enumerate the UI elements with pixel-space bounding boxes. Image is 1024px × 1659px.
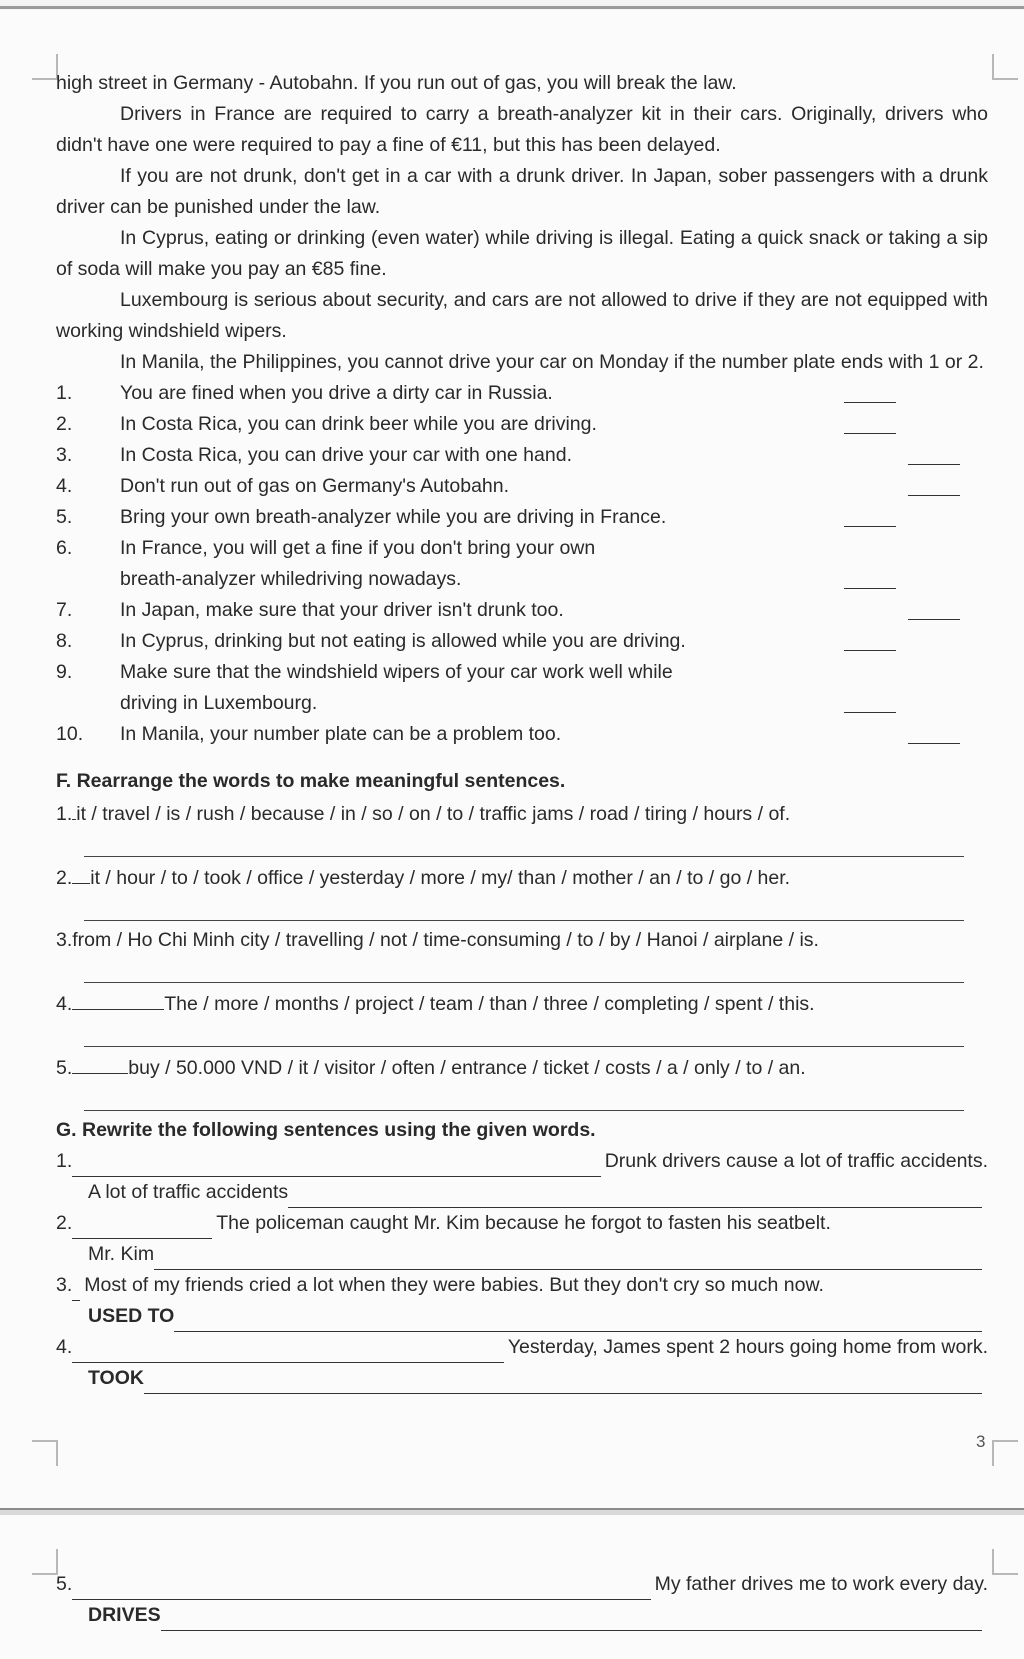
statement-number: 2. [56,413,73,435]
statement-text-line: In France, you will get a fine if you don't bring your own [120,537,596,559]
statement-row [56,626,988,657]
answer-blank[interactable] [844,378,896,403]
answer-line[interactable] [84,1020,964,1047]
rewrite-start: A lot of traffic accidents [88,1181,289,1203]
worksheet-content-next [56,1569,988,1631]
statement-text-line: breath-analyzer whiledriving nowadays. [120,568,462,590]
statement-row [56,533,988,595]
answer-blank[interactable] [844,409,896,434]
rewrite-item [56,1332,988,1363]
rewrite-sentence: Drunk drivers cause a lot of traffic accidents. [604,1150,988,1172]
rewrite-answer[interactable] [56,1600,988,1631]
statement-text-line: driving in Luxembourg. [120,692,318,714]
page-divider [0,1508,1024,1515]
rewrite-number: 3. [56,1274,73,1296]
rearrange-number: 4. [56,993,73,1015]
statement-row [56,471,988,502]
rearrange-number: 3. [56,929,73,951]
section-f-heading: F. Rearrange the words to make meaningful sentences. [56,770,566,792]
rewrite-item [56,1270,988,1301]
worksheet-content [56,68,988,1394]
answer-blank[interactable] [908,595,960,620]
statement-number: 8. [56,630,73,652]
crop-mark [992,1549,1018,1575]
statement-row [56,595,988,626]
rewrite-start: DRIVES [88,1604,161,1626]
rewrite-item [56,1569,988,1600]
rewrite-number: 1. [56,1150,73,1172]
section-g-heading: G. Rewrite the following sentences using the given words. [56,1119,596,1141]
rewrite-number: 4. [56,1336,73,1358]
crop-mark [992,1440,1018,1466]
rewrite-answer[interactable] [56,1177,988,1208]
statement-row [56,657,988,719]
statement-row [56,378,988,409]
statement-text: In Cyprus, drinking but not eating is allowed while you are driving. [120,630,686,652]
crop-mark [992,54,1018,80]
answer-blank[interactable] [908,719,960,744]
statement-row [56,502,988,533]
reading-line: high street in Germany - Autobahn. If you run out of gas, you will break the law. [56,72,737,94]
rearrange-words: buy / 50.000 VND / it / visitor / often / entrance / ticket / costs / a / only / to / an. [128,1057,806,1079]
worksheet-page-next [0,1515,1024,1659]
rearrange-item [56,797,988,830]
answer-blank[interactable] [844,502,896,527]
rearrange-words: it / travel / is / rush / because / in / so / on / to / traffic jams / road / tiring / hours / of. [76,803,791,825]
true-false-list [56,378,988,750]
answer-blank[interactable] [908,440,960,465]
statement-text: Don't run out of gas on Germany's Autobahn. [120,475,510,497]
rearrange-words: it / hour / to / took / office / yesterday / more / my/ than / mother / an / to / go / her. [90,867,791,889]
page-number: 3 [976,1432,986,1451]
answer-line[interactable] [84,894,964,921]
statement-row [56,440,988,471]
rewrite-answer[interactable] [56,1301,988,1332]
rearrange-item [56,1051,988,1084]
statement-text: Bring your own breath-analyzer while you are driving in France. [120,506,667,528]
rewrite-sentence: My father drives me to work every day. [654,1573,988,1595]
statement-row [56,719,988,750]
rearrange-number: 5. [56,1057,73,1079]
rewrite-item [56,1146,988,1177]
reading-paragraph: In Manila, the Philippines, you cannot drive your car on Monday if the number plate ends with 1 or 2. [120,351,984,373]
reading-paragraph: In Cyprus, eating or drinking (even water) while driving is illegal. Eating a quick snack or taking a sip of soda will make you pay an €85 fine. [56,227,988,280]
answer-blank[interactable] [844,564,896,589]
reading-paragraph: Luxembourg is serious about security, and cars are not allowed to drive if they are not equipped with working windshield wipers. [56,289,988,342]
rearrange-words: The / more / months / project / team / than / three / completing / spent / this. [164,993,815,1015]
statement-text [120,657,840,719]
rewrite-sentence: Yesterday, James spent 2 hours going home from work. [507,1336,988,1358]
statement-number: 5. [56,506,73,528]
answer-blank[interactable] [844,688,896,713]
worksheet-page [0,10,1024,1508]
rewrite-sentence: Most of my friends cried a lot when they were babies. But they don't cry so much now. [84,1274,824,1296]
statement-number: 7. [56,599,73,621]
top-border [0,6,1024,9]
reading-paragraph: Drivers in France are required to carry a breath-analyzer kit in their cars. Originally, drivers who didn't have one were required to pay a fine of €11, but this has been delayed. [56,103,988,156]
rewrite-item [56,1208,988,1239]
statement-row [56,409,988,440]
statement-text [120,533,840,595]
rewrite-number: 2. [56,1212,73,1234]
rewrite-list [56,1146,988,1394]
rewrite-answer[interactable] [56,1239,988,1270]
statement-number: 6. [56,537,73,559]
rewrite-start: USED TO [88,1305,175,1327]
rearrange-item [56,925,988,956]
rewrite-answer[interactable] [56,1363,988,1394]
statement-number: 10. [56,723,84,745]
rewrite-start: TOOK [88,1367,144,1389]
crop-mark [32,1549,58,1575]
statement-text: In Manila, your number plate can be a problem too. [120,723,562,745]
statement-number: 3. [56,444,73,466]
rewrite-start: Mr. Kim [88,1243,155,1265]
statement-text: You are fined when you drive a dirty car in Russia. [120,382,553,404]
answer-blank[interactable] [908,471,960,496]
answer-line[interactable] [84,1084,964,1111]
statement-number: 1. [56,382,73,404]
statement-number: 9. [56,661,73,683]
statement-text: In Costa Rica, you can drive your car with one hand. [120,444,572,466]
statement-text: In Japan, make sure that your driver isn't drunk too. [120,599,564,621]
crop-mark [32,1440,58,1466]
rearrange-number: 1. [56,803,73,825]
rearrange-item [56,987,988,1020]
answer-blank[interactable] [844,626,896,651]
answer-line[interactable] [84,956,964,983]
rearrange-item [56,861,988,894]
statement-number: 4. [56,475,73,497]
statement-text: In Costa Rica, you can drink beer while you are driving. [120,413,597,435]
reading-paragraph: If you are not drunk, don't get in a car with a drunk driver. In Japan, sober passengers with a drunk driver can be punished under the law. [56,165,988,218]
rearrange-number: 2. [56,867,73,889]
rewrite-number: 5. [56,1573,73,1595]
rewrite-sentence: The policeman caught Mr. Kim because he forgot to fasten his seatbelt. [216,1212,831,1234]
crop-mark [32,54,58,80]
rearrange-words: from / Ho Chi Minh city / travelling / not / time-consuming / to / by / Hanoi / airplane / is. [72,929,819,951]
answer-line[interactable] [84,830,964,857]
statement-text-line: Make sure that the windshield wipers of your car work well while [120,661,673,683]
rearrange-list [56,797,988,1111]
